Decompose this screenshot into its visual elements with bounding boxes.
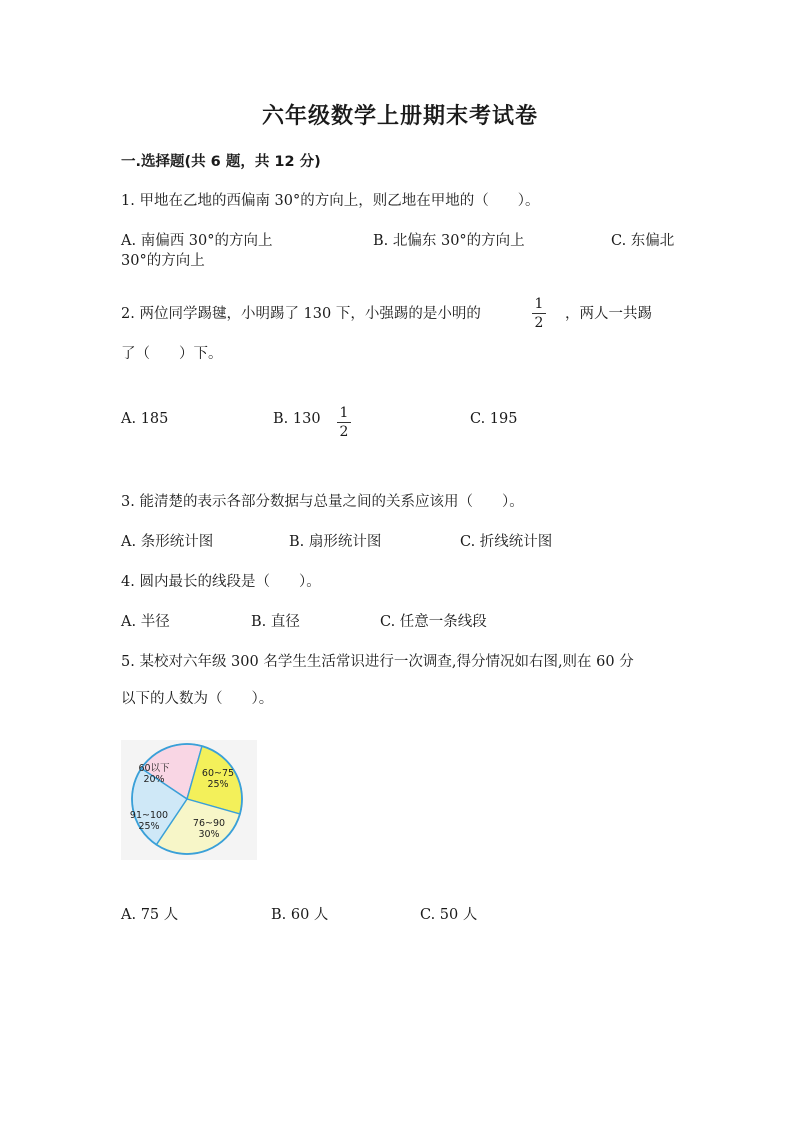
pie-slice-percent-0: 20% [143, 774, 165, 785]
pie-slice-label-1: 60~75 [201, 768, 235, 779]
question-2-option-b-fraction [336, 406, 352, 439]
score-pie-chart [121, 740, 257, 860]
fraction-numerator: 1 [339, 405, 349, 421]
pie-slice-label-0: 60以下 [138, 763, 170, 774]
question-5-stem-line1: 5. 某校对六年级 300 名学生生活常识进行一次调查,得分情况如右图,则在 60 分 [121, 654, 634, 670]
pie-slice-label-3: 91~100 [129, 810, 169, 821]
fraction-numerator: 1 [534, 296, 544, 312]
question-3-stem: 3. 能清楚的表示各部分数据与总量之间的关系应该用（ ）。 [121, 494, 524, 510]
question-3-option-c[interactable]: C. 折线统计图 [460, 534, 553, 550]
pie-svg [121, 740, 257, 860]
question-3-option-a[interactable]: A. 条形统计图 [121, 534, 214, 550]
question-3-option-b[interactable]: B. 扇形统计图 [289, 534, 382, 550]
fraction-bar [532, 313, 546, 314]
question-5-stem-line2: 以下的人数为（ ）。 [121, 691, 274, 707]
question-2-stem-part2: ，两人一共踢 [565, 306, 652, 322]
question-4-option-a[interactable]: A. 半径 [121, 614, 170, 630]
question-2-stem-part1: 2. 两位同学踢毽，小明踢了 130 下，小强踢的是小明的 [121, 306, 481, 322]
question-2-fraction [531, 297, 547, 330]
pie-slice-percent-2: 30% [198, 829, 220, 840]
pie-slice-percent-1: 25% [207, 779, 229, 790]
section-heading: 一.选择题(共 6 题，共 12 分) [121, 154, 321, 170]
question-4-stem: 4. 圆内最长的线段是（ ）。 [121, 574, 321, 590]
question-5-option-b[interactable]: B. 60 人 [271, 907, 329, 923]
fraction-denominator: 2 [339, 424, 349, 440]
question-5-option-a[interactable]: A. 75 人 [121, 907, 179, 923]
question-1-option-b[interactable]: B. 北偏东 30°的方向上 [373, 233, 525, 249]
question-1-option-c[interactable]: C. 东偏北 [611, 233, 675, 249]
fraction-bar [337, 422, 351, 423]
pie-slice-percent-3: 25% [138, 821, 160, 832]
question-1-option-c-continued: 30°的方向上 [121, 253, 205, 269]
pie-slice-label-2: 76~90 [192, 818, 226, 829]
question-4-option-b[interactable]: B. 直径 [251, 614, 300, 630]
question-1-stem: 1. 甲地在乙地的西偏南 30°的方向上，则乙地在甲地的（ ）。 [121, 193, 540, 209]
fraction-denominator: 2 [534, 315, 544, 331]
question-4-option-c[interactable]: C. 任意一条线段 [380, 614, 487, 630]
question-2-option-c[interactable]: C. 195 [470, 411, 518, 427]
page-title: 六年级数学上册期末考试卷 [261, 104, 538, 129]
question-1-option-a[interactable]: A. 南偏西 30°的方向上 [121, 233, 273, 249]
question-5-option-c[interactable]: C. 50 人 [420, 907, 478, 923]
question-2-option-b[interactable]: B. 130 [273, 411, 321, 427]
question-2-stem-line2: 了（ ）下。 [121, 346, 223, 362]
question-2-option-a[interactable]: A. 185 [121, 411, 169, 427]
